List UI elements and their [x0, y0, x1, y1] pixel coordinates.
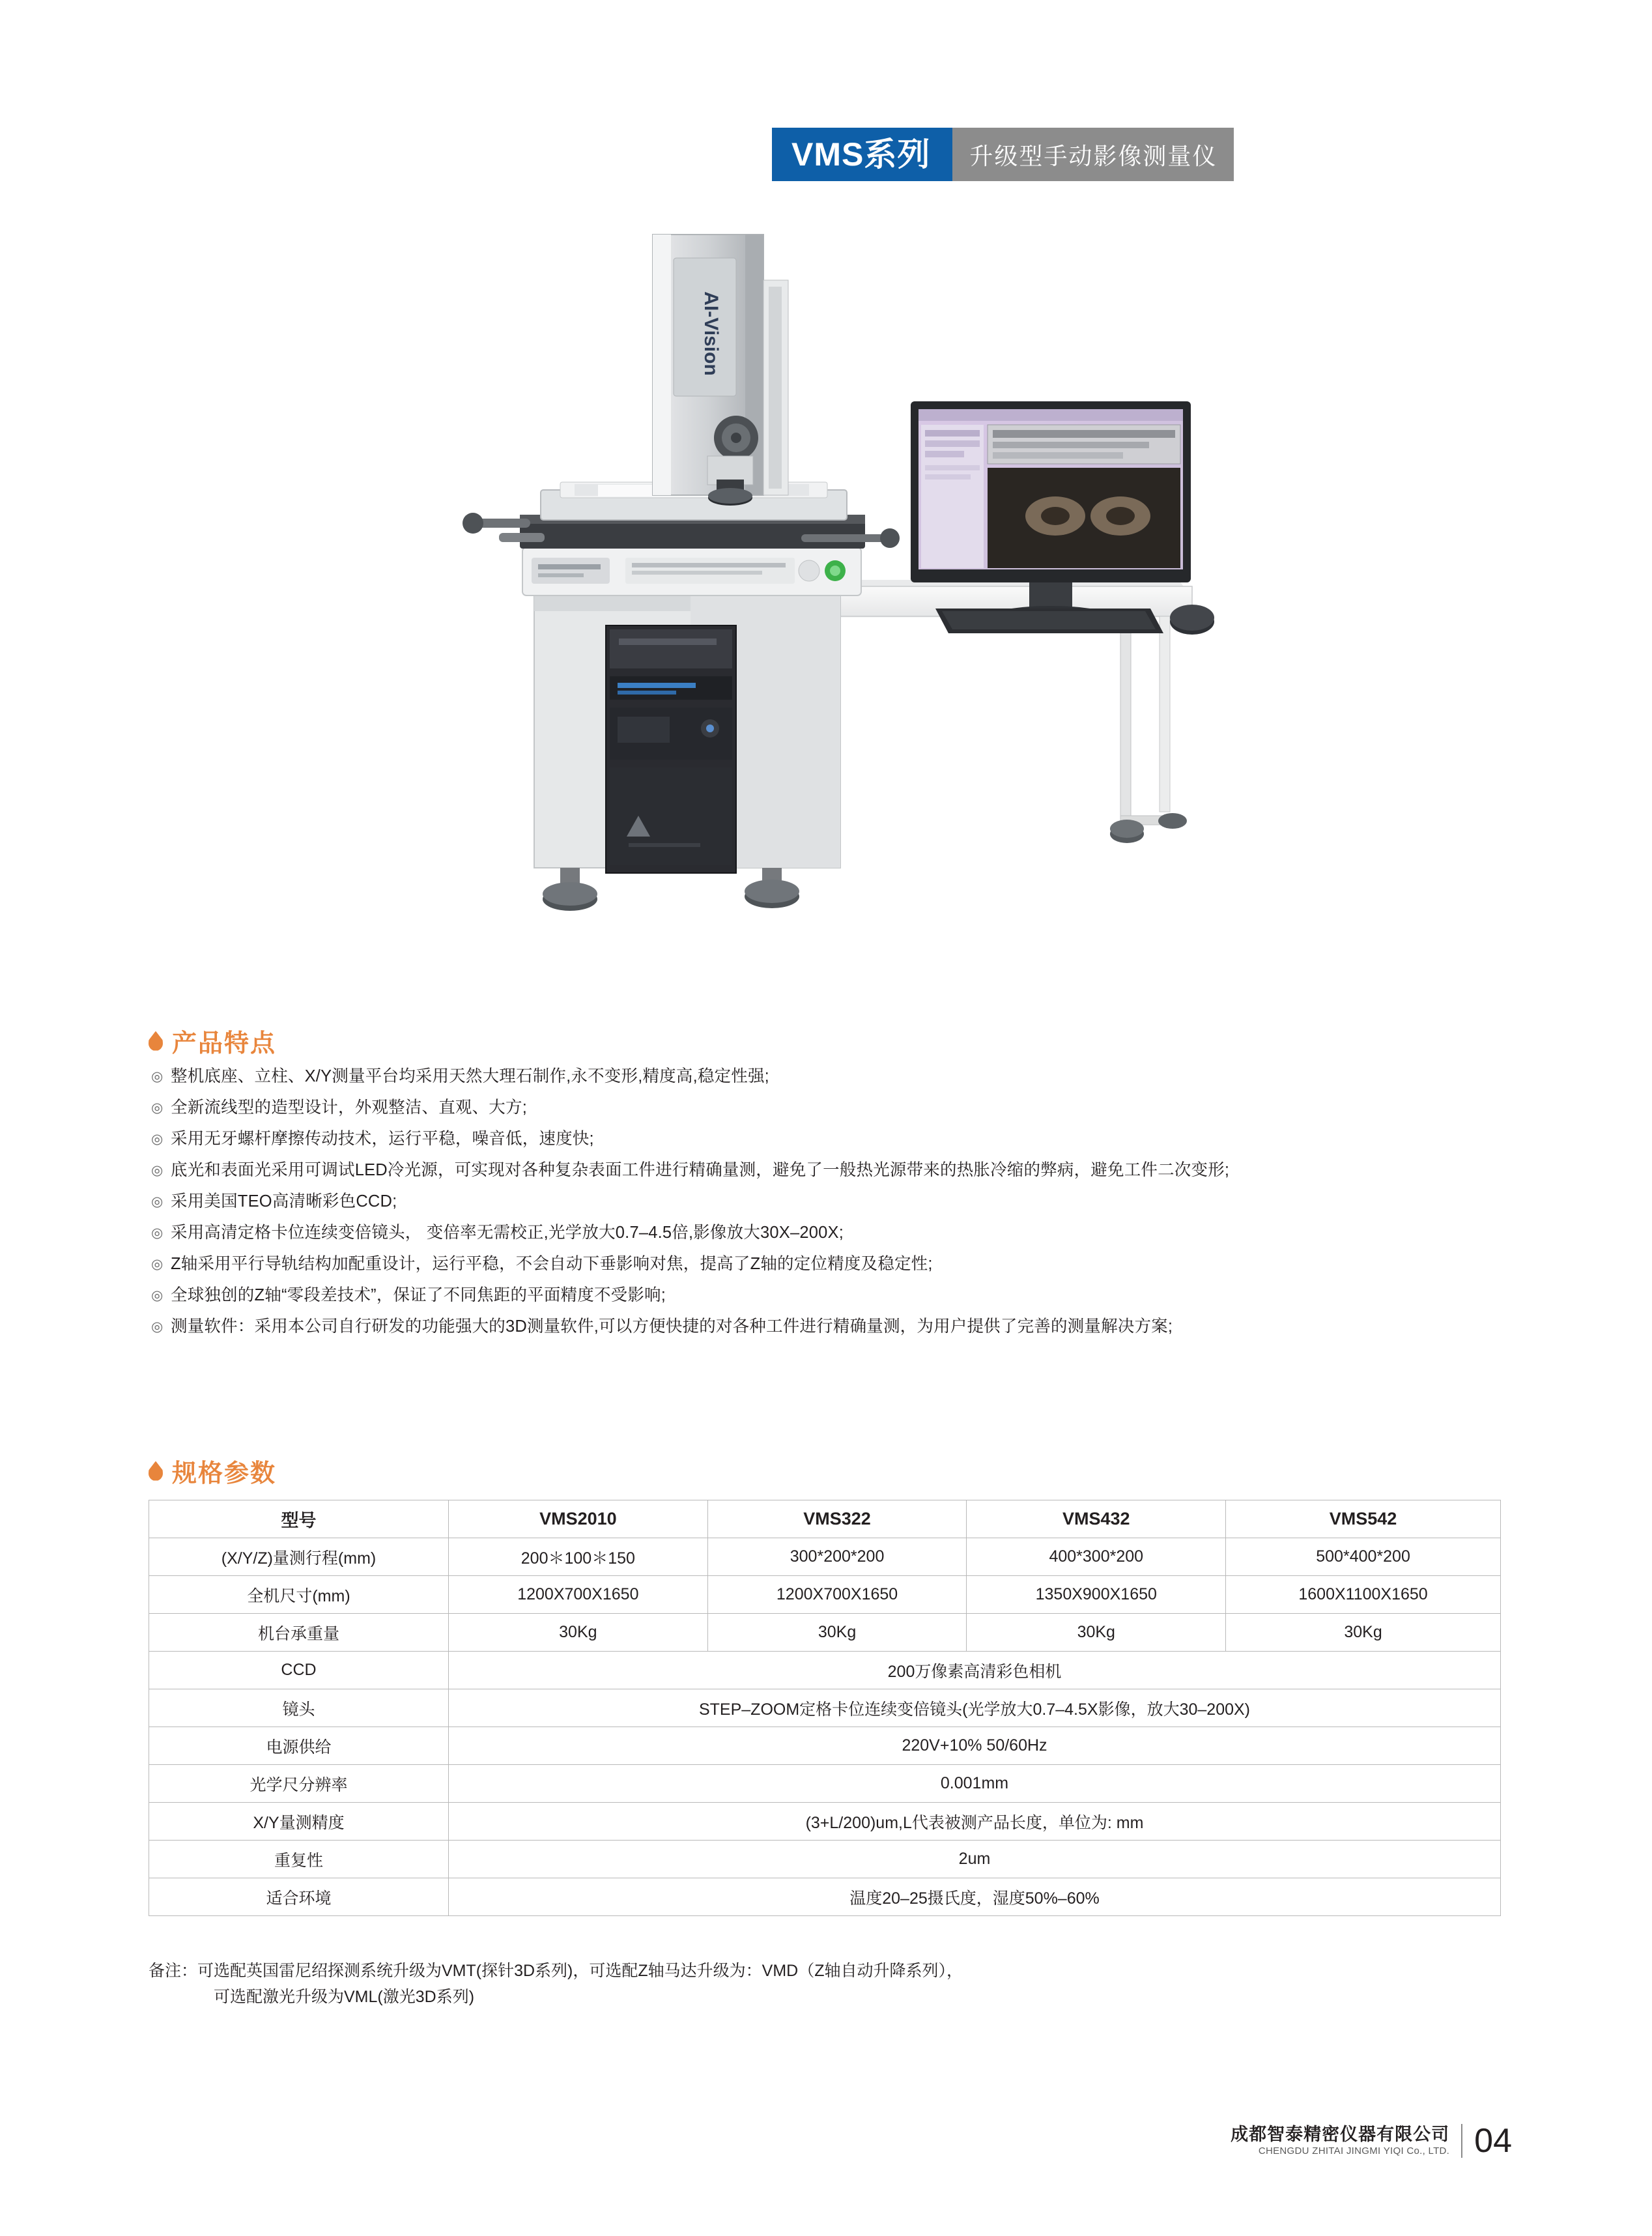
table-cell: 温度20–25摄氏度，湿度50%–60%	[449, 1878, 1501, 1916]
list-item	[151, 1253, 1532, 1276]
row-label: 机台承重量	[149, 1614, 449, 1652]
feature-text: Z轴采用平行导轨结构加配重设计，运行平稳，不会自动下垂影响对焦，提高了Z轴的定位精度及稳定性;	[171, 1255, 933, 1273]
bullet-icon: ◎	[151, 1194, 164, 1209]
column-header: 型号	[149, 1500, 449, 1538]
machine-cabinet	[534, 594, 840, 911]
table-cell: 1200X700X1650	[707, 1576, 967, 1614]
row-label: X/Y量测精度	[149, 1803, 449, 1841]
table-row	[149, 1614, 1501, 1652]
remark-line-1: 备注：可选配英国雷尼绍探测系统升级为VMT(探针3D系列)，可选配Z轴马达升级为：VMD（Z轴自动升降系列），	[149, 1962, 963, 1980]
table-row	[149, 1803, 1501, 1841]
feature-text: 底光和表面光采用可调试LED冷光源，可实现对各种复杂表面工件进行精确量测，避免了一般热光源带来的热胀冷缩的弊病，避免工件二次变形;	[171, 1161, 1230, 1179]
brand-label: AI-Vision	[700, 291, 722, 376]
list-item	[151, 1096, 1532, 1119]
series-title: VMS系列	[772, 128, 952, 181]
table-cell: 30Kg	[1226, 1614, 1501, 1652]
row-label: 电源供给	[149, 1727, 449, 1765]
row-label: 全机尺寸(mm)	[149, 1576, 449, 1614]
bullet-icon: ◎	[151, 1069, 164, 1084]
table-row	[149, 1689, 1501, 1727]
bullet-icon: ◎	[151, 1319, 164, 1334]
droplet-icon	[149, 1461, 163, 1481]
feature-text: 全新流线型的造型设计，外观整洁、直观、大方;	[171, 1098, 527, 1117]
company-block	[1231, 2124, 1449, 2158]
table-cell: 500*400*200	[1226, 1538, 1501, 1576]
feature-text: 全球独创的Z轴“零段差技术”，保证了不同焦距的平面精度不受影响;	[171, 1286, 666, 1304]
row-label: 重复性	[149, 1841, 449, 1878]
table-cell: STEP–ZOOM定格卡位连续变倍镜头(光学放大0.7–4.5X影像，放大30–200X)	[449, 1689, 1501, 1727]
product-photo	[345, 195, 1335, 977]
feature-text: 采用无牙螺杆摩擦传动技术，运行平稳，噪音低，速度快;	[171, 1130, 594, 1148]
table-cell: 220V+10% 50/60Hz	[449, 1727, 1501, 1765]
table-cell: 0.001mm	[449, 1765, 1501, 1803]
bullet-icon: ◎	[151, 1100, 164, 1115]
table-row	[149, 1841, 1501, 1878]
list-item	[151, 1159, 1532, 1182]
remark-block	[149, 1958, 1517, 2010]
feature-text: 测量软件：采用本公司自行研发的功能强大的3D测量软件,可以方便快捷的对各种工件进行精确量测，为用户提供了完善的测量解决方案;	[171, 1317, 1173, 1336]
row-label: 适合环境	[149, 1878, 449, 1916]
table-cell: 400*300*200	[967, 1538, 1226, 1576]
feature-text: 整机底座、立柱、X/Y测量平台均采用天然大理石制作,永不变形,精度高,稳定性强;	[171, 1067, 769, 1085]
droplet-icon	[149, 1031, 163, 1051]
bullet-icon: ◎	[151, 1226, 164, 1240]
table-cell: 200＊100＊150	[449, 1538, 708, 1576]
row-label: 光学尺分辨率	[149, 1765, 449, 1803]
row-label: (X/Y/Z)量测行程(mm)	[149, 1538, 449, 1576]
table-row	[149, 1765, 1501, 1803]
control-panel	[522, 547, 861, 595]
features-section-title	[149, 1023, 276, 1059]
page-header-banner	[772, 128, 1234, 181]
list-item	[151, 1190, 1532, 1213]
table-row	[149, 1727, 1501, 1765]
company-name-en: CHENGDU ZHITAI JINGMI YIQI Co., LTD.	[1258, 2145, 1450, 2157]
table-cell: 300*200*200	[707, 1538, 967, 1576]
list-item	[151, 1284, 1532, 1307]
page-number: 04	[1474, 2121, 1512, 2160]
bullet-icon: ◎	[151, 1163, 164, 1178]
features-title-text: 产品特点	[172, 1030, 277, 1057]
table-cell: 1600X1100X1650	[1226, 1576, 1501, 1614]
remark-line-2: 可选配激光升级为VML(激光3D系列)	[214, 1988, 475, 2006]
list-item	[151, 1065, 1532, 1088]
feature-text: 采用高清定格卡位连续变倍镜头， 变倍率无需校正,光学放大0.7–4.5倍,影像放大30X–200X;	[171, 1224, 844, 1242]
bullet-icon: ◎	[151, 1257, 164, 1272]
company-name-cn: 成都智泰精密仪器有限公司	[1231, 2124, 1450, 2144]
column-header: VMS542	[1226, 1500, 1501, 1538]
column-header: VMS2010	[449, 1500, 708, 1538]
table-row	[149, 1652, 1501, 1689]
table-cell: (3+L/200)um,L代表被测产品长度，单位为: mm	[449, 1803, 1501, 1841]
table-row	[149, 1878, 1501, 1916]
column-header: VMS432	[967, 1500, 1226, 1538]
features-list	[151, 1065, 1532, 1347]
footer-divider	[1461, 2124, 1462, 2158]
table-cell: 30Kg	[967, 1614, 1226, 1652]
specs-section-title	[149, 1453, 276, 1489]
list-item	[151, 1315, 1532, 1338]
table-cell: 200万像素高清彩色相机	[449, 1652, 1501, 1689]
list-item	[151, 1222, 1532, 1244]
list-item	[151, 1128, 1532, 1151]
table-cell: 30Kg	[707, 1614, 967, 1652]
series-subtitle: 升级型手动影像测量仪	[952, 128, 1234, 181]
specs-title-text: 规格参数	[172, 1460, 277, 1487]
table-header-row	[149, 1500, 1501, 1538]
table-row	[149, 1576, 1501, 1614]
table-cell: 1350X900X1650	[967, 1576, 1226, 1614]
table-row	[149, 1538, 1501, 1576]
row-label: CCD	[149, 1652, 449, 1689]
table-cell: 1200X700X1650	[449, 1576, 708, 1614]
table-cell: 2um	[449, 1841, 1501, 1878]
column-header: VMS322	[707, 1500, 967, 1538]
feature-text: 采用美国TEO高清晰彩色CCD;	[171, 1192, 397, 1211]
page-footer	[1231, 2121, 1512, 2160]
measuring-head	[653, 235, 788, 506]
bullet-icon: ◎	[151, 1132, 164, 1147]
bullet-icon: ◎	[151, 1288, 164, 1303]
row-label: 镜头	[149, 1689, 449, 1727]
specifications-table	[149, 1500, 1501, 1916]
table-cell: 30Kg	[449, 1614, 708, 1652]
